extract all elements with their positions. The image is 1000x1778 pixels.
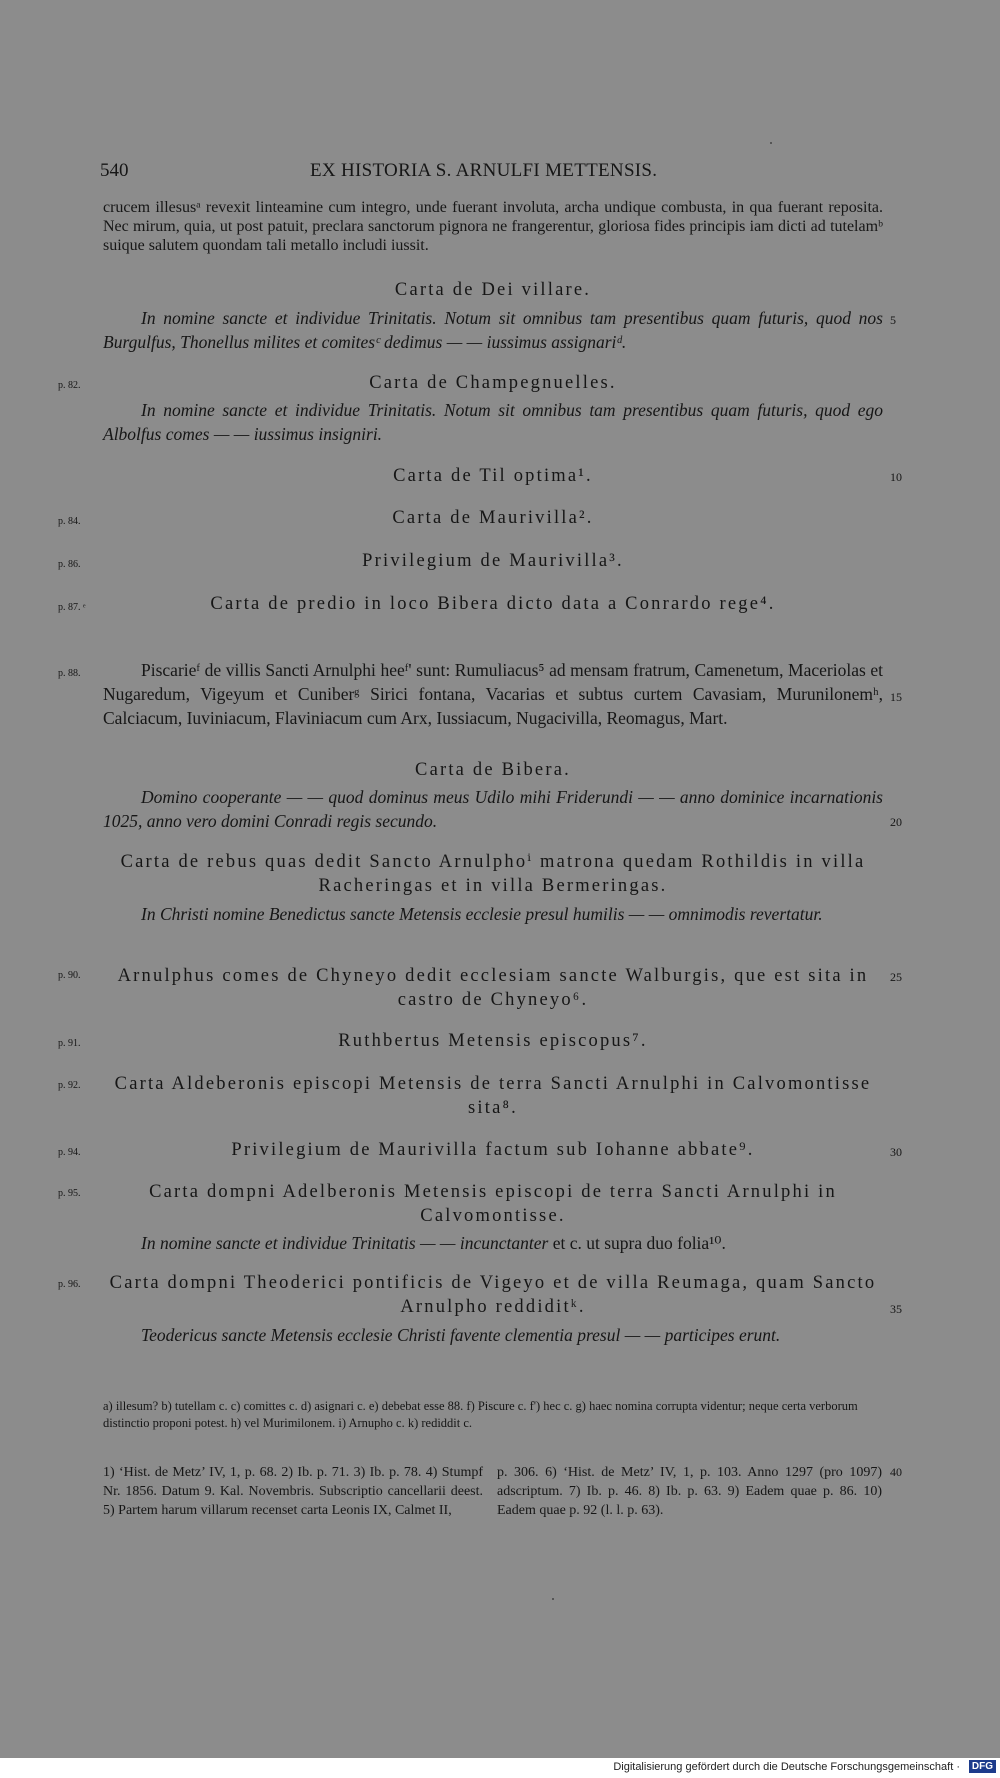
section-heading: Privilegium de Maurivilla³. <box>362 551 624 571</box>
section-heading: Carta de Maurivilla². <box>392 508 594 528</box>
line-number: 40 <box>890 1465 902 1479</box>
section-heading: Carta de Dei villare. <box>394 280 592 300</box>
section-text: In nomine sancte et individue Trinitatis. Notum sit omnibus tam presentibus quam futuris, quod nos Burgulfus, Thonellus milites et comitesᶜ dedimus — — iussimus assignariᵈ. <box>103 308 883 352</box>
margin-page-ref: p. 92. <box>58 1080 81 1091</box>
margin-page-ref: p. 94. <box>58 1147 81 1158</box>
section-heading: Carta de Champegnuelles. <box>369 373 617 393</box>
margin-page-ref: p. 82. <box>58 380 81 391</box>
margin-page-ref: p. 91. <box>58 1038 81 1049</box>
footnotes-column-1: 1) ‘Hist. de Metz’ IV, 1, p. 68. 2) Ib. p. 71. 3) Ib. p. 78. 4) Stumpf Nr. 1856. Datum 9. Kal. Novembris. Subscriptio cancellarii deest. 5) Partem harum villarum recenset carta Leonis IX, Calmet II, <box>103 1465 483 1518</box>
running-title: EX HISTORIA S. ARNULFI METTENSIS. <box>310 160 658 181</box>
line-number: 35 <box>890 1302 902 1316</box>
line-number: 25 <box>890 970 902 984</box>
section-heading: Carta de Til optima¹. <box>393 466 593 486</box>
footnotes-column-2: p. 306. 6) ‘Hist. de Metz’ IV, 1, p. 103. Anno 1297 (pro 1097) adscriptum. 7) Ib. p. 46. 8) Ib. p. 63. 9) Eadem quae p. 86. 10) Eadem quae p. 92 (l. l. p. 63). <box>497 1465 882 1518</box>
margin-page-ref: p. 86. <box>58 559 81 570</box>
margin-page-ref: p. 90. <box>58 970 81 981</box>
section-text: In nomine sancte et individue Trinitatis. Notum sit omnibus tam presentibus quam futuris, quod ego Albolfus comes — — iussimus insigniri. <box>103 400 883 444</box>
section-heading: Arnulphus comes de Chyneyo dedit ecclesiam sancte Walburgis, que est sita in castro de Chyneyo⁶. <box>117 966 869 1010</box>
section-heading: Privilegium de Maurivilla factum sub Iohanne abbate⁹. <box>231 1140 755 1160</box>
dfg-logo: DFG <box>969 1760 996 1773</box>
margin-page-ref: p. 84. <box>58 516 81 527</box>
section-text: In Christi nomine Benedictus sancte Metensis ecclesie presul humilis — — omnimodis revertatur. <box>141 904 823 924</box>
margin-page-ref: p. 95. <box>58 1188 81 1199</box>
page-number: 540 <box>100 160 129 181</box>
section-text: Teodericus sancte Metensis ecclesie Christi favente clementia presul — — participes erunt. <box>141 1325 781 1345</box>
line-number: 5 <box>890 313 896 327</box>
piscarie-paragraph: Piscarieᶠ de villis Sancti Arnulphi heeᶠ' sunt: Rumuliacus⁵ ad mensam fratrum, Camenetum, Maceriolas et Nugaredum, Vigeyum et Cuniberᵍ Sirici fontana, Vacarias et subtus curtem Cavasiam, Murunilonemʰ, Calciacum, Iuviniacum, Flaviniacum cum Arx, Iussiacum, Nugacivilla, Reomagus, Mart. <box>103 660 883 728</box>
margin-page-ref: p. 96. <box>58 1279 81 1290</box>
funding-notice: Digitalisierung gefördert durch die Deutsche Forschungsgemeinschaft · <box>613 1761 960 1773</box>
section-heading: Carta Aldeberonis episcopi Metensis de terra Sancti Arnulphi in Calvomontisse sita⁸. <box>114 1074 872 1118</box>
section-heading: Carta dompni Adelberonis Metensis episcopi de terra Sancti Arnulphi in Calvomontisse. <box>149 1182 837 1226</box>
section-text: Domino cooperante — — quod dominus meus Udilo mihi Friderundi — — anno dominice incarnationis 1025, anno vero domini Conradi regis secundo. <box>103 787 883 831</box>
section-heading: Carta dompni Theoderici pontificis de Vigeyo et de villa Reumaga, quam Sancto Arnulpho reddiditᵏ. <box>109 1273 877 1317</box>
section-heading: Carta de predio in loco Bibera dicto data a Conrardo rege⁴. <box>210 594 776 614</box>
section-heading: Ruthbertus Metensis episcopus⁷. <box>338 1031 648 1051</box>
margin-page-ref: p. 87. ᵉ <box>58 602 86 613</box>
footnotes-letters: a) illesum? b) tutellam c. c) comittes c. d) asignari c. e) debebat esse 88. f) Piscure c. f') hec c. g) haec nomina corrupta videntur; neque certa verborum distinctio proponi potest. h) vel Murimilonem. i) Arnupho c. k) rediddit c. <box>103 1399 858 1430</box>
intro-paragraph: crucem illesusᵃ revexit linteamine cum integro, unde fuerant involuta, archa undique combusta, in qua fuerant reposita. Nec mirum, quia, ut post patuit, preclara sanctorum pignora ne frangerentur, gloriosa fides principis iam dicti ad tutelamᵇ suique salutem quondam tali metallo includi iussit. <box>103 199 883 254</box>
line-number: 15 <box>890 690 902 704</box>
scan-speck <box>770 142 772 144</box>
line-number: 30 <box>890 1145 902 1159</box>
line-number: 20 <box>890 815 902 829</box>
scan-speck <box>552 1598 554 1600</box>
section-heading: Carta de rebus quas dedit Sancto Arnulphoⁱ matrona quedam Rothildis in villa Racheringas et in villa Bermeringas. <box>120 852 866 896</box>
section-text-roman: et c. ut supra duo folia¹⁰. <box>548 1233 726 1253</box>
section-heading: Carta de Bibera. <box>415 760 571 780</box>
section-text-italic: In nomine sancte et individue Trinitatis — — incunctanter <box>141 1233 549 1253</box>
section-text <box>103 1231 883 1255</box>
line-number: 10 <box>890 470 902 484</box>
margin-page-ref: p. 88. <box>58 668 81 679</box>
